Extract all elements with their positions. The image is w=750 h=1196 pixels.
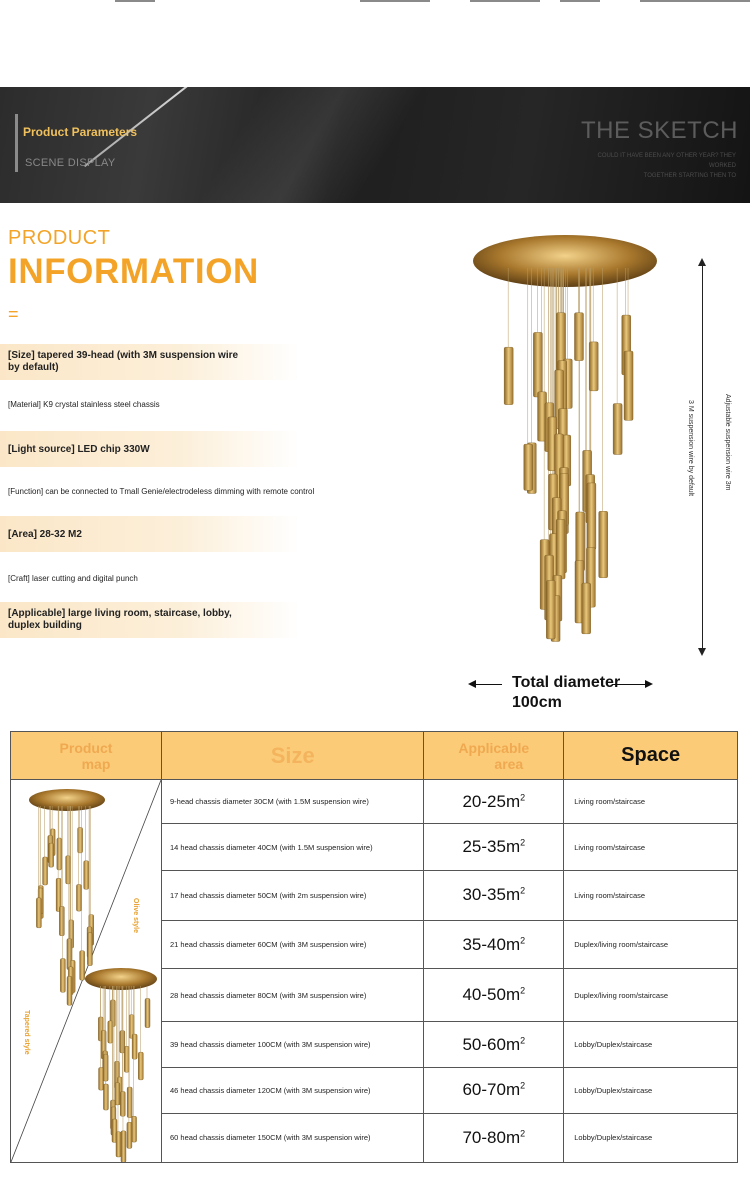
header-product-map-line-2: map <box>81 755 111 772</box>
crystal-rod <box>138 1052 143 1080</box>
chandelier-illustration <box>460 228 670 658</box>
adjustable-wire-label: Adjustable suspension wire 3m <box>724 394 731 491</box>
row-area-range: 50-60 <box>462 1034 506 1054</box>
crystal-rod <box>132 1116 137 1142</box>
crystal-rod <box>587 483 596 549</box>
crystal-rod <box>504 347 513 404</box>
crystal-rod <box>132 1034 137 1059</box>
ceiling-plate <box>473 235 657 287</box>
area-unit: m <box>505 1127 521 1147</box>
olive-style-label: Olive style <box>132 898 139 934</box>
row-size: 46 head chassis diameter 120CM (with 3M suspension wire) <box>162 1068 424 1113</box>
tapered-style-label: Tapered style <box>23 1010 30 1055</box>
crystal-rod <box>99 1068 104 1091</box>
row-area-range: 35-40 <box>462 934 506 954</box>
row-size: 21 head chassis diameter 60CM (with 3M suspension wire) <box>162 921 424 969</box>
spec-size <box>0 344 300 380</box>
area-unit: m <box>505 934 521 954</box>
spec-light-source-text: [Light source] LED chip 330W <box>8 443 150 455</box>
banner-accent-bar <box>15 114 18 172</box>
row-space: Lobby/Duplex/staircase <box>564 1068 738 1113</box>
area-unit-superscript: 2 <box>520 935 526 946</box>
crystal-rod <box>108 1021 113 1043</box>
product-heading: PRODUCT <box>8 227 111 249</box>
header-space: Space <box>564 732 738 780</box>
sketch-subtitle <box>576 151 736 181</box>
row-area-range: 40-50 <box>462 985 506 1005</box>
sketch-title: THE SKETCH <box>580 117 738 144</box>
row-area <box>424 1113 564 1162</box>
crystal-rod <box>524 444 533 490</box>
row-area-range: 60-70 <box>462 1080 506 1100</box>
spec-size-text: [Size] tapered 39-head (with 3M suspension wire by default) <box>8 350 239 373</box>
area-unit: m <box>505 1080 521 1100</box>
row-area <box>424 921 564 969</box>
top-strip <box>0 0 750 3</box>
crystal-rod <box>43 857 48 885</box>
height-dimension-arrow <box>702 262 703 652</box>
area-unit: m <box>505 1034 521 1054</box>
crystal-rod <box>624 351 633 420</box>
crystal-rod <box>546 580 555 638</box>
crystal-rod <box>80 951 85 980</box>
spec-craft <box>0 570 320 586</box>
banner-subtitle: SCENE DISPLAY <box>25 157 116 169</box>
crystal-rod <box>599 511 608 578</box>
area-unit-superscript: 2 <box>520 1080 526 1091</box>
row-size: 17 head chassis diameter 50CM (with 2m suspension wire) <box>162 870 424 920</box>
crystal-rod <box>124 1046 129 1072</box>
sketch-subtitle-line-1: COULD IT HAVE BEEN ANY OTHER YEAR? THEY WORKED <box>597 153 736 169</box>
crystal-rod <box>60 959 65 993</box>
total-diameter-line-1: Total diameter <box>512 674 621 691</box>
crystal-rod <box>127 1122 132 1148</box>
spec-area-text: [Area] 28-32 M2 <box>8 528 82 540</box>
sketch-subtitle-line-2: TOGETHER STARTING THEN TO <box>643 173 736 179</box>
row-size: 14 head chassis diameter 40CM (with 1.5M suspension wire) <box>162 824 424 870</box>
row-area <box>424 1021 564 1067</box>
crystal-rod <box>49 843 54 867</box>
row-area-range: 20-25 <box>462 791 506 811</box>
table-header-row <box>11 732 738 780</box>
row-area <box>424 969 564 1021</box>
row-area <box>424 870 564 920</box>
spec-craft-text: [Craft] laser cutting and digital punch <box>8 573 138 583</box>
crystal-rod <box>613 404 622 455</box>
header-product-map-line-1: Product <box>59 739 113 756</box>
header-size: Size <box>162 732 424 780</box>
total-diameter-label <box>512 673 620 713</box>
area-unit-superscript: 2 <box>520 1034 526 1045</box>
banner-sheen <box>150 87 470 203</box>
area-unit: m <box>505 985 521 1005</box>
header-product-map <box>11 732 162 780</box>
row-space: Living room/staircase <box>564 780 738 824</box>
tapered-plate <box>85 968 157 990</box>
area-unit-superscript: 2 <box>520 985 526 996</box>
row-size: 39 head chassis diameter 100CM (with 3M suspension wire) <box>162 1021 424 1067</box>
row-area <box>424 780 564 824</box>
row-size: 9-head chassis diameter 30CM (with 1.5M suspension wire) <box>162 780 424 824</box>
total-diameter-line-2: 100cm <box>512 694 562 711</box>
row-space: Duplex/living room/staircase <box>564 921 738 969</box>
crystal-rod <box>87 933 92 966</box>
header-area-line-2: area <box>494 755 524 772</box>
spec-light-source <box>0 431 300 467</box>
diameter-arrowhead-left <box>468 680 476 688</box>
area-unit: m <box>505 837 521 857</box>
row-area-range: 70-80 <box>462 1127 506 1147</box>
row-space: Lobby/Duplex/staircase <box>564 1113 738 1162</box>
parameters-banner <box>0 87 750 203</box>
header-area-line-1: Applicable <box>458 739 530 756</box>
row-space: Lobby/Duplex/staircase <box>564 1021 738 1067</box>
crystal-rod <box>76 884 81 911</box>
row-space: Living room/staircase <box>564 824 738 870</box>
crystal-rod <box>84 861 89 890</box>
spec-applicable <box>0 602 300 638</box>
spec-function <box>0 482 380 500</box>
crystal-rod <box>36 898 41 928</box>
table-row <box>11 780 738 824</box>
crystal-rod <box>145 998 150 1027</box>
area-unit-superscript: 2 <box>520 792 526 803</box>
row-space: Living room/staircase <box>564 870 738 920</box>
crystal-rod <box>574 313 583 361</box>
area-unit: m <box>505 885 521 905</box>
row-area-range: 30-35 <box>462 885 506 905</box>
crystal-rod <box>127 1087 132 1118</box>
spec-area <box>0 516 300 552</box>
row-space: Duplex/living room/staircase <box>564 969 738 1021</box>
row-size: 60 head chassis diameter 150CM (with 3M suspension wire) <box>162 1113 424 1162</box>
row-area <box>424 824 564 870</box>
crystal-rod <box>67 976 72 1005</box>
crystal-rod <box>556 519 565 579</box>
area-unit: m <box>505 791 521 811</box>
banner-title: Product Parameters <box>23 125 138 139</box>
crystal-rod <box>66 856 71 884</box>
header-applicable-area <box>424 732 564 780</box>
crystal-rod <box>582 583 591 634</box>
information-heading: INFORMATION <box>8 252 259 291</box>
suspension-wire-label: 3 M suspension wire by default <box>687 400 694 497</box>
crystal-rod <box>121 1131 126 1162</box>
row-size: 28 head chassis diameter 80CM (with 3M suspension wire) <box>162 969 424 1021</box>
spec-function-text: [Function] can be connected to Tmall Genie/electrodeless dimming with remote control <box>8 486 315 496</box>
crystal-rod <box>116 1132 121 1157</box>
size-table <box>10 731 738 1163</box>
area-unit-superscript: 2 <box>520 1128 526 1139</box>
diameter-arrowhead-right <box>645 680 653 688</box>
row-area-range: 25-35 <box>462 837 506 857</box>
crystal-rod <box>103 1084 108 1110</box>
row-area <box>424 1068 564 1113</box>
area-unit-superscript: 2 <box>520 837 526 848</box>
crystal-rod <box>589 342 598 391</box>
spec-applicable-text: [Applicable] large living room, staircase, lobby, duplex building <box>8 608 232 631</box>
area-unit-superscript: 2 <box>520 885 526 896</box>
crystal-rod <box>59 906 64 935</box>
spec-material <box>0 396 320 412</box>
crystal-rod <box>533 332 542 397</box>
spec-material-text: [Material] K9 crystal stainless steel chassis <box>8 399 160 409</box>
product-map-cell <box>11 780 162 1163</box>
product-map-illustration <box>11 780 161 1162</box>
heading-equals-mark: = <box>8 304 19 324</box>
